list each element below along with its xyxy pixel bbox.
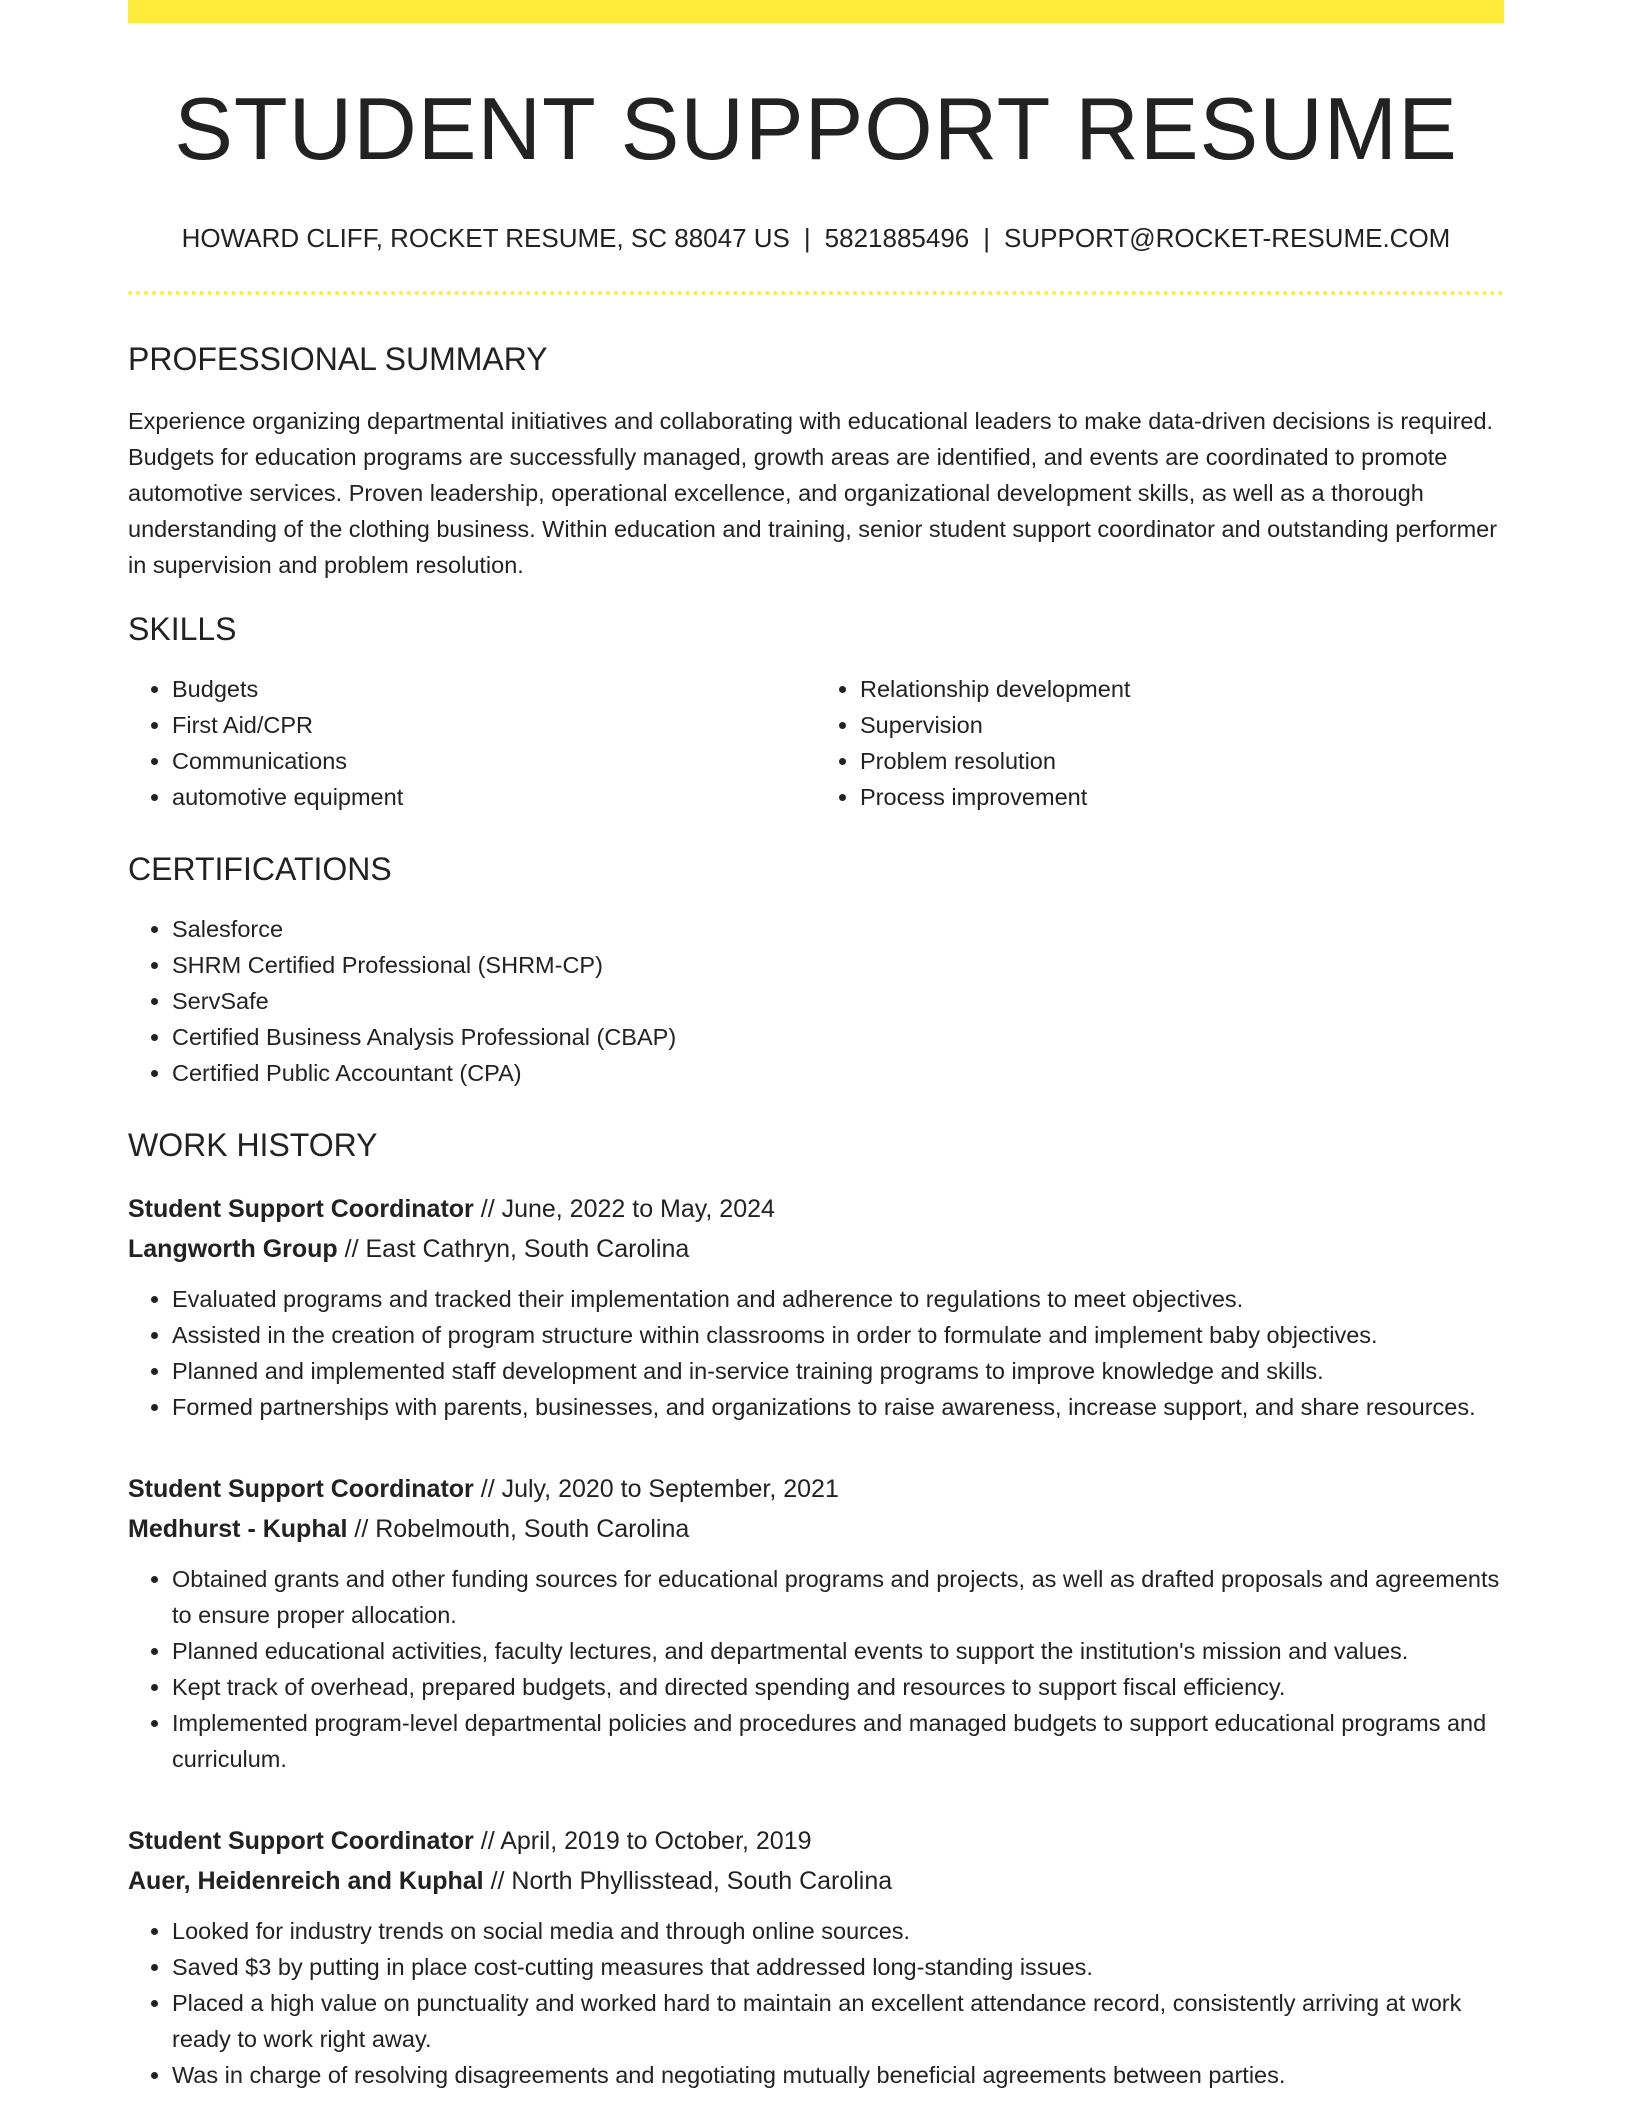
- certifications-list: [128, 911, 1504, 1091]
- job-bullet: • Obtained grants and other funding sources for educational programs and projects, as well as drafted proposals and agreements to ensure proper allocation.: [172, 1561, 1504, 1633]
- certification-item: • SHRM Certified Professional (SHRM-CP): [172, 947, 1504, 983]
- skill-item: • First Aid/CPR: [172, 707, 816, 743]
- skill-item: • Process improvement: [860, 779, 1504, 815]
- certification-item: • Certified Public Accountant (CPA): [172, 1055, 1504, 1091]
- resume-page: [128, 0, 1504, 2093]
- skill-item: • Relationship development: [860, 671, 1504, 707]
- job-bullet: • Implemented program-level departmental policies and procedures and managed budgets to support educational programs and curriculum.: [172, 1705, 1504, 1777]
- job-bullets: [128, 1913, 1504, 2093]
- job-title-line: [128, 1469, 1504, 1509]
- certification-item: • ServSafe: [172, 983, 1504, 1019]
- job-title: Student Support Coordinator: [128, 1475, 474, 1503]
- contact-line: [128, 225, 1504, 251]
- contact-separator: |: [803, 223, 811, 253]
- job-title-line: [128, 1189, 1504, 1229]
- job-company-line: [128, 1861, 1504, 1901]
- skills-list: [128, 671, 1504, 815]
- job-bullets: [128, 1561, 1504, 1777]
- work-history-heading: WORK HISTORY: [128, 1127, 378, 1163]
- certification-item: • Salesforce: [172, 911, 1504, 947]
- job-bullet: • Was in charge of resolving disagreements and negotiating mutually beneficial agreements between parties.: [172, 2057, 1504, 2093]
- job-dates: // April, 2019 to October, 2019: [473, 1827, 812, 1855]
- certifications-heading: CERTIFICATIONS: [128, 851, 392, 887]
- skill-item: • Communications: [172, 743, 816, 779]
- job-entry: [128, 1821, 1504, 2093]
- job-bullet: • Saved $3 by putting in place cost-cutting measures that addressed long-standing issues.: [172, 1949, 1504, 1985]
- job-bullet: • Placed a high value on punctuality and worked hard to maintain an excellent attendance record, consistently arriving at work ready to work right away.: [172, 1985, 1504, 2057]
- skill-item: • Problem resolution: [860, 743, 1504, 779]
- job-entry: [128, 1469, 1504, 1777]
- top-accent-bar: [128, 0, 1504, 23]
- certification-item: • Certified Business Analysis Professional (CBAP): [172, 1019, 1504, 1055]
- job-location: // Robelmouth, South Carolina: [347, 1515, 690, 1543]
- job-title: Student Support Coordinator: [128, 1195, 474, 1223]
- job-company: Medhurst - Kuphal: [128, 1515, 348, 1543]
- job-bullet: • Planned educational activities, faculty lectures, and departmental events to support the institution's mission and values.: [172, 1633, 1504, 1669]
- summary-heading: PROFESSIONAL SUMMARY: [128, 341, 548, 377]
- job-company-line: [128, 1229, 1504, 1269]
- job-company: Auer, Heidenreich and Kuphal: [128, 1867, 484, 1895]
- job-title-line: [128, 1821, 1504, 1861]
- job-bullet: • Kept track of overhead, prepared budgets, and directed spending and resources to support fiscal efficiency.: [172, 1669, 1504, 1705]
- contact-separator: |: [983, 223, 991, 253]
- job-location: // East Cathryn, South Carolina: [337, 1235, 690, 1263]
- skills-column-left: [128, 671, 816, 815]
- contact-phone: 5821885496: [824, 223, 970, 253]
- job-dates: // June, 2022 to May, 2024: [473, 1195, 775, 1223]
- summary-text: Experience organizing departmental initiatives and collaborating with educational leaders to make data-driven decisions is required. Budgets for education programs are successfully managed, growth areas are identified, and events are coordinated to promote automotive services. Proven leadership, operational excellence, and organizational development skills, as well as a thorough understanding of the clothing business. Within education and training, senior student support coordinator and outstanding performer in supervision and problem resolution.: [128, 408, 1498, 578]
- job-company: Langworth Group: [128, 1235, 338, 1263]
- skills-column-right: [816, 671, 1504, 815]
- job-entry: [128, 1189, 1504, 1425]
- job-bullet: • Evaluated programs and tracked their implementation and adherence to regulations to meet objectives.: [172, 1281, 1504, 1317]
- skill-item: • Budgets: [172, 671, 816, 707]
- job-bullet: • Assisted in the creation of program structure within classrooms in order to formulate and implement baby objectives.: [172, 1317, 1504, 1353]
- job-bullet: • Looked for industry trends on social media and through online sources.: [172, 1913, 1504, 1949]
- skills-heading: SKILLS: [128, 611, 237, 647]
- job-location: // North Phyllisstead, South Carolina: [483, 1867, 893, 1895]
- contact-address: HOWARD CLIFF, ROCKET RESUME, SC 88047 US: [181, 223, 790, 253]
- dotted-divider: [128, 291, 1504, 295]
- job-dates: // July, 2020 to September, 2021: [473, 1475, 839, 1503]
- contact-email: SUPPORT@ROCKET-RESUME.COM: [1004, 223, 1451, 253]
- job-bullet: • Planned and implemented staff development and in-service training programs to improve knowledge and skills.: [172, 1353, 1504, 1389]
- skill-item: • Supervision: [860, 707, 1504, 743]
- skill-item: • automotive equipment: [172, 779, 816, 815]
- resume-title: STUDENT SUPPORT RESUME: [174, 79, 1458, 178]
- job-title: Student Support Coordinator: [128, 1827, 474, 1855]
- job-bullets: [128, 1281, 1504, 1425]
- job-bullet: • Formed partnerships with parents, businesses, and organizations to raise awareness, increase support, and share resources.: [172, 1389, 1504, 1425]
- job-company-line: [128, 1509, 1504, 1549]
